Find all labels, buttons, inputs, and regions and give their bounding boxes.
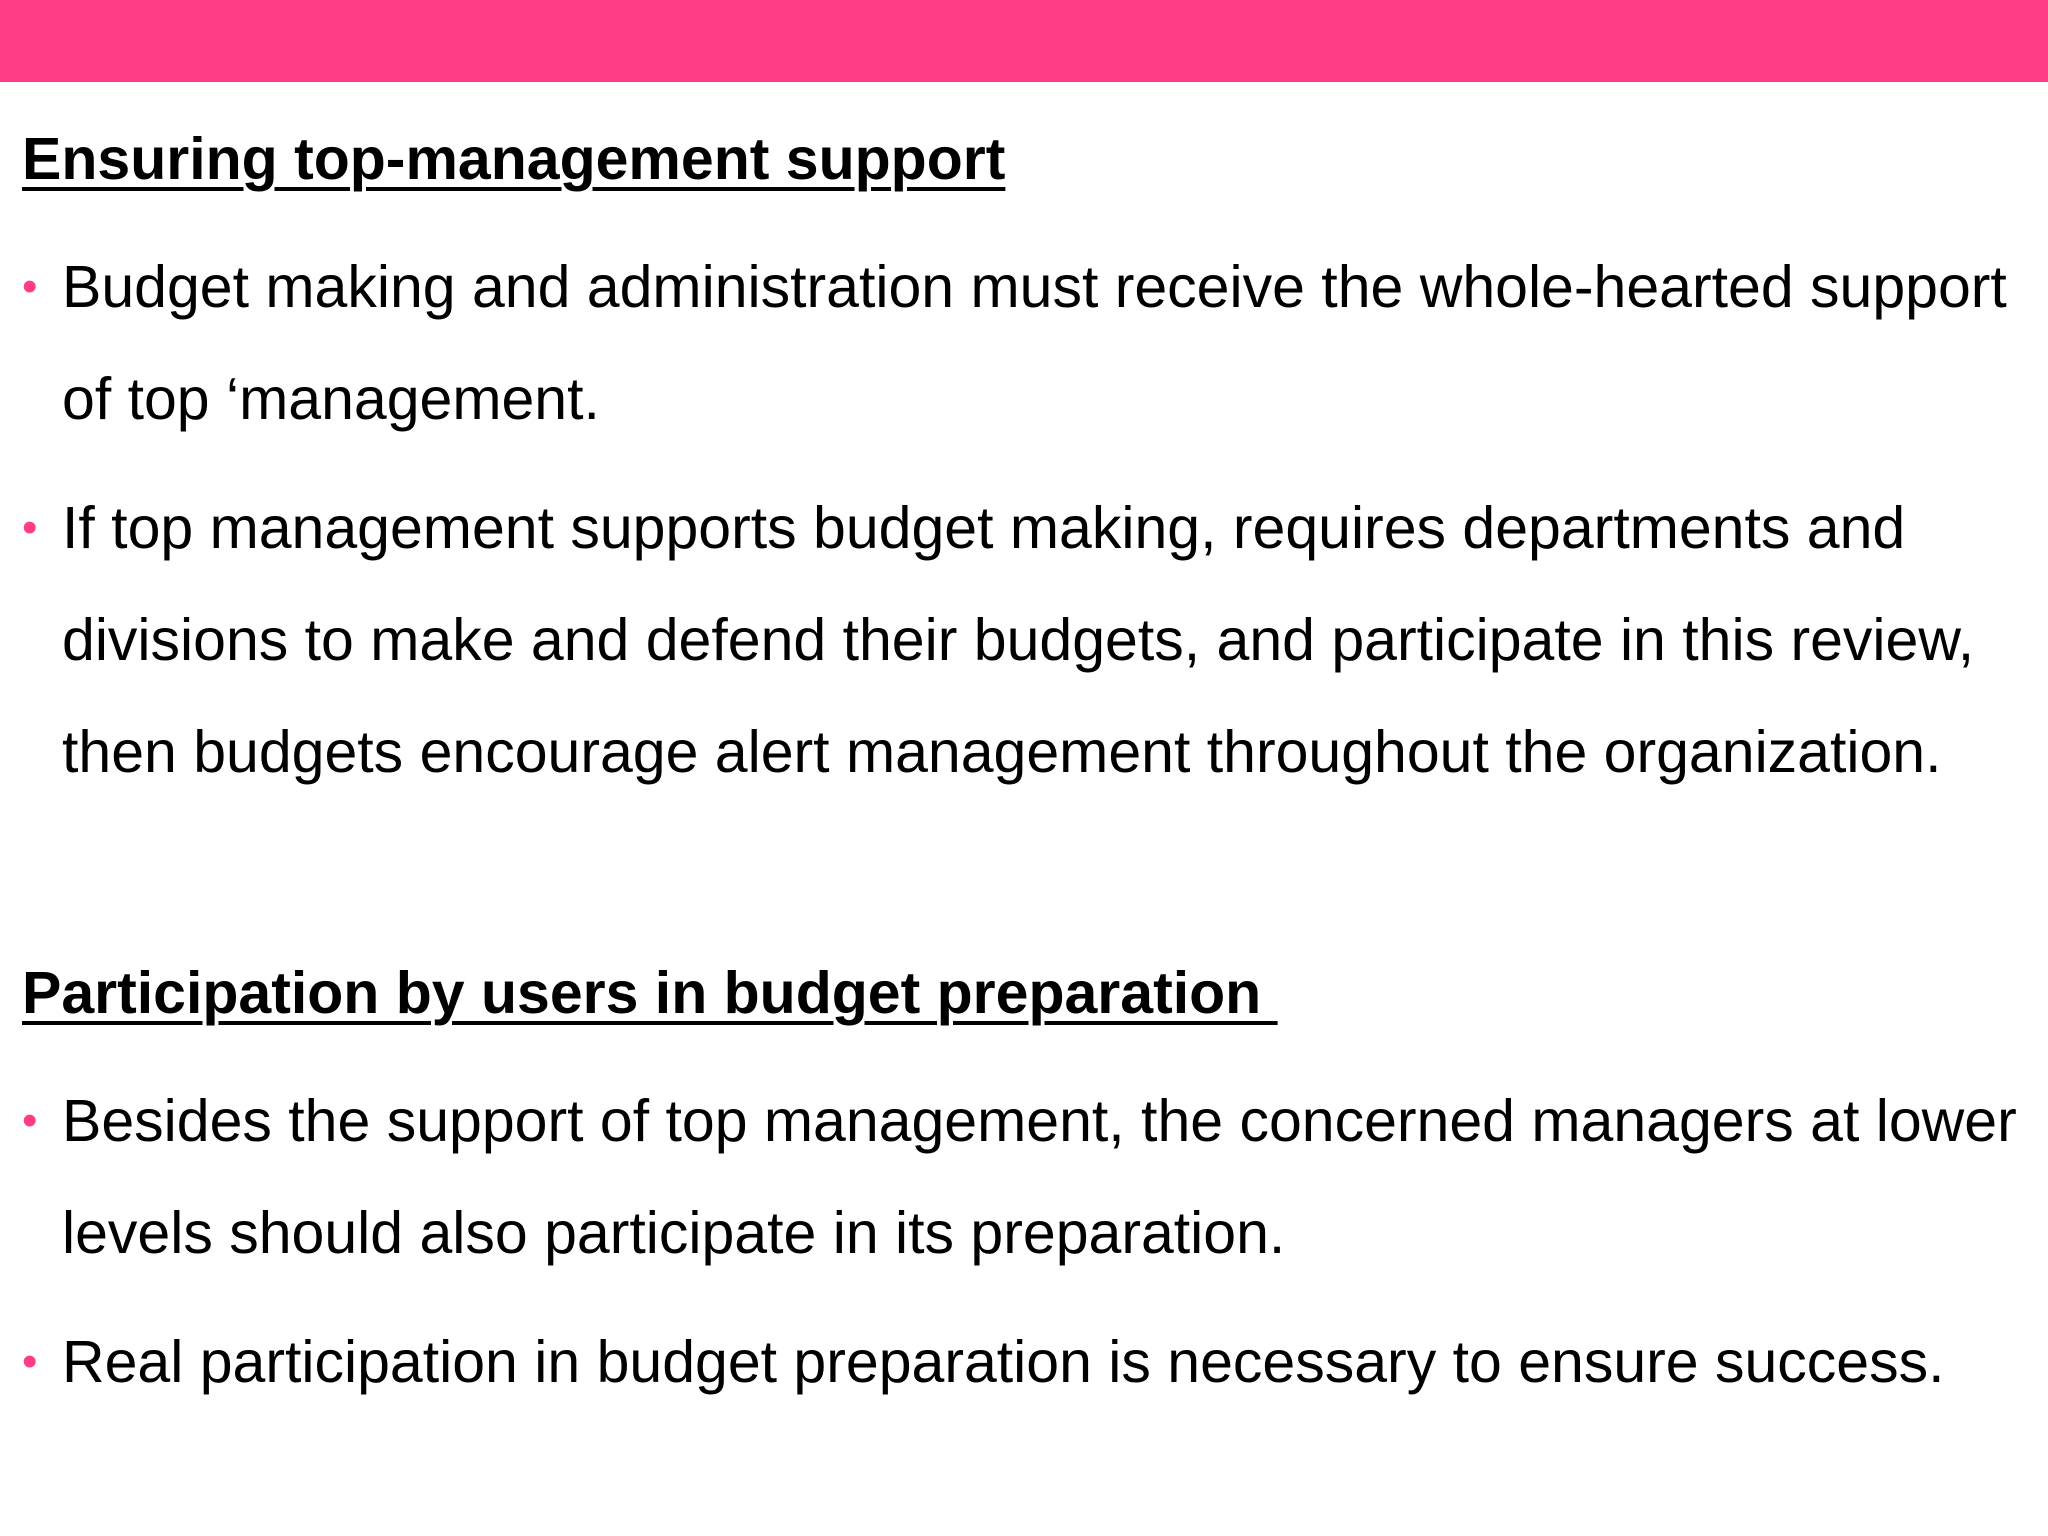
bullet-text: Budget making and administration must receive the whole-hearted support of top ‘management.	[62, 254, 2007, 432]
bullet-text: Real participation in budget preparation is necessary to ensure success.	[62, 1329, 1945, 1395]
bullet-text: If top management supports budget making, requires departments and divisions to make and defend their budgets, and participate in this review, then budgets encourage alert management throughout the organization.	[62, 495, 1975, 785]
bullet-icon: •	[22, 1337, 38, 1386]
bullet-icon: •	[22, 1096, 38, 1145]
bullet-icon: •	[22, 503, 38, 552]
section-heading-top-management-support: Ensuring top-management support	[22, 126, 1006, 192]
header-accent-bar	[0, 0, 2048, 82]
section-heading-participation-by-users: Participation by users in budget preparation	[22, 960, 1278, 1026]
bullet-text: Besides the support of top management, the concerned managers at lower levels should also participate in its preparation.	[62, 1088, 2017, 1266]
bullet-icon: •	[22, 262, 38, 311]
